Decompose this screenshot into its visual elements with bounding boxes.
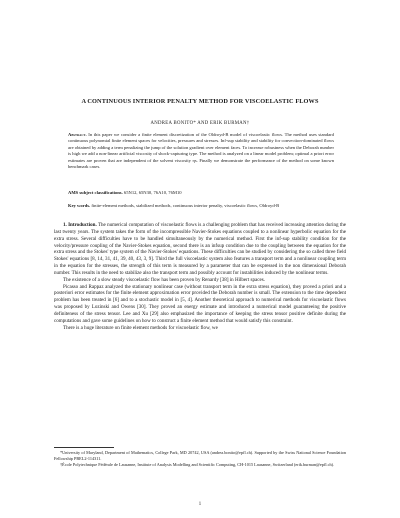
abstract-text: In this paper we consider a finite element discretization of the Oldroyd-B model of viscoelastic flows. The method uses standard continuous polynomial finite element spaces for velocities, pressures and stresses. Inf-sup stability and stability for convection-dominated flows are obtained by adding a term penalizing the jump of the solution gradient over element faces. To increase robustness when the Deborah number is high we add a non-linear artificial viscosity of shock-capturing type. The method is analyzed on a linear model problem; optimal a priori error estimates are proven that are independent of the solvent viscosity ηs. Finally we demonstrate the performance of the method on some known benchmark cases. bbox=[68, 132, 334, 170]
page-number: 1 bbox=[198, 502, 202, 507]
abstract bbox=[68, 132, 334, 171]
intro-paragraph-3: Picasso and Rappaz analyzed the stationary nonlinear case (without transport term in the extra stress equation), they proved a priori and a posteriori error estimates for the finite element approximation error provided the Deborah number is small. The extension to the time dependent problem has been treated in [6] and to a stochastic model in [5, 4]. Another theoretical approach to numerical methods for viscoelastic flows was proposed by Lozinski and Owens [30]. They proved an energy estimate and introduced a numerical model guaranteeing the positive definiteness of the stress tensor. Lee and Xu [29] also emphasized the importance of keeping the stress tensor positive definite during the computations and gave some guidelines on how to construct a finite element method that would satisfy this constraint. bbox=[54, 283, 346, 324]
ams-label: AMS subject classifications. bbox=[68, 190, 123, 195]
section-heading: 1. Introduction. bbox=[63, 222, 97, 228]
keywords-label: Key words. bbox=[68, 203, 91, 208]
footnote-2: †École Polytechnique Fédérale de Lausanne, Institute of Analysis Modelling and Scientific Computing, CH-1015 Lausanne, Switzerland (erik.burman@epfl.ch). bbox=[60, 462, 335, 468]
keywords-text: finite-element methods, stabilized methods, continuous interior penalty, viscoelastic flows, Oldroyd-B bbox=[91, 203, 280, 208]
intro-paragraph-1 bbox=[54, 222, 346, 277]
keywords bbox=[68, 203, 334, 209]
paper-title: A CONTINUOUS INTERIOR PENALTY METHOD FOR VISCOELASTIC FLOWS bbox=[81, 98, 319, 105]
footnote-1: *University of Maryland, Department of Mathematics, College Park, MD 20742, USA (andrea.bonito@epfl.ch). Supported by the Swiss National Science Foundation Fellowship PBEL2-114311. bbox=[54, 450, 346, 461]
intro-paragraph-2: The existence of a slow steady viscoelastic flow has been proven by Renardy [38] in Hilbert spaces. bbox=[63, 276, 265, 283]
paper-authors: ANDREA BONITO* AND ERIK BURMAN† bbox=[150, 121, 250, 126]
ams-classification bbox=[68, 190, 334, 195]
footnote-rule bbox=[54, 447, 114, 448]
footnotes bbox=[54, 450, 346, 469]
introduction-section bbox=[54, 222, 346, 332]
ams-codes: 65N12, 65N30, 76A10, 76M10 bbox=[123, 190, 182, 195]
abstract-label: Abstract. bbox=[68, 132, 87, 137]
intro-paragraph-1-text: The numerical computation of viscoelastic flows is a challenging problem that has received increasing attention during the last twenty years. The system takes the form of the incompressible Navier-Stokes equations coupled to a nonlinear hyperbolic equation for the extra stress. Several difficulties have to be handled simultaneously by the numerical method. First the inf-sup stability condition for the velocity/pressure coupling of the Navier-Stokes equation, second there is an infsup condition due to the coupling between the equation for the extra stress and the Stokes' type system of the Navier-Stokes' equations. These difficulties can be studied by considering the so called three field Stokes' equations [8, 14, 31, 41, 39, 40, 43, 3, 9]. Third the full viscoelastic system also features a transport term and a nonlinear coupling term in the equation for the stresses, the strength of this term is measured by a parameter that can be expressed in the non dimensional Deborah number. This results in the need to stabilize also the transport term and possibly account for instabilities induced by the nonlinear terms. bbox=[54, 222, 347, 276]
intro-paragraph-4: There is a huge literature on finite element methods for viscoelastic flow, we bbox=[63, 324, 218, 331]
